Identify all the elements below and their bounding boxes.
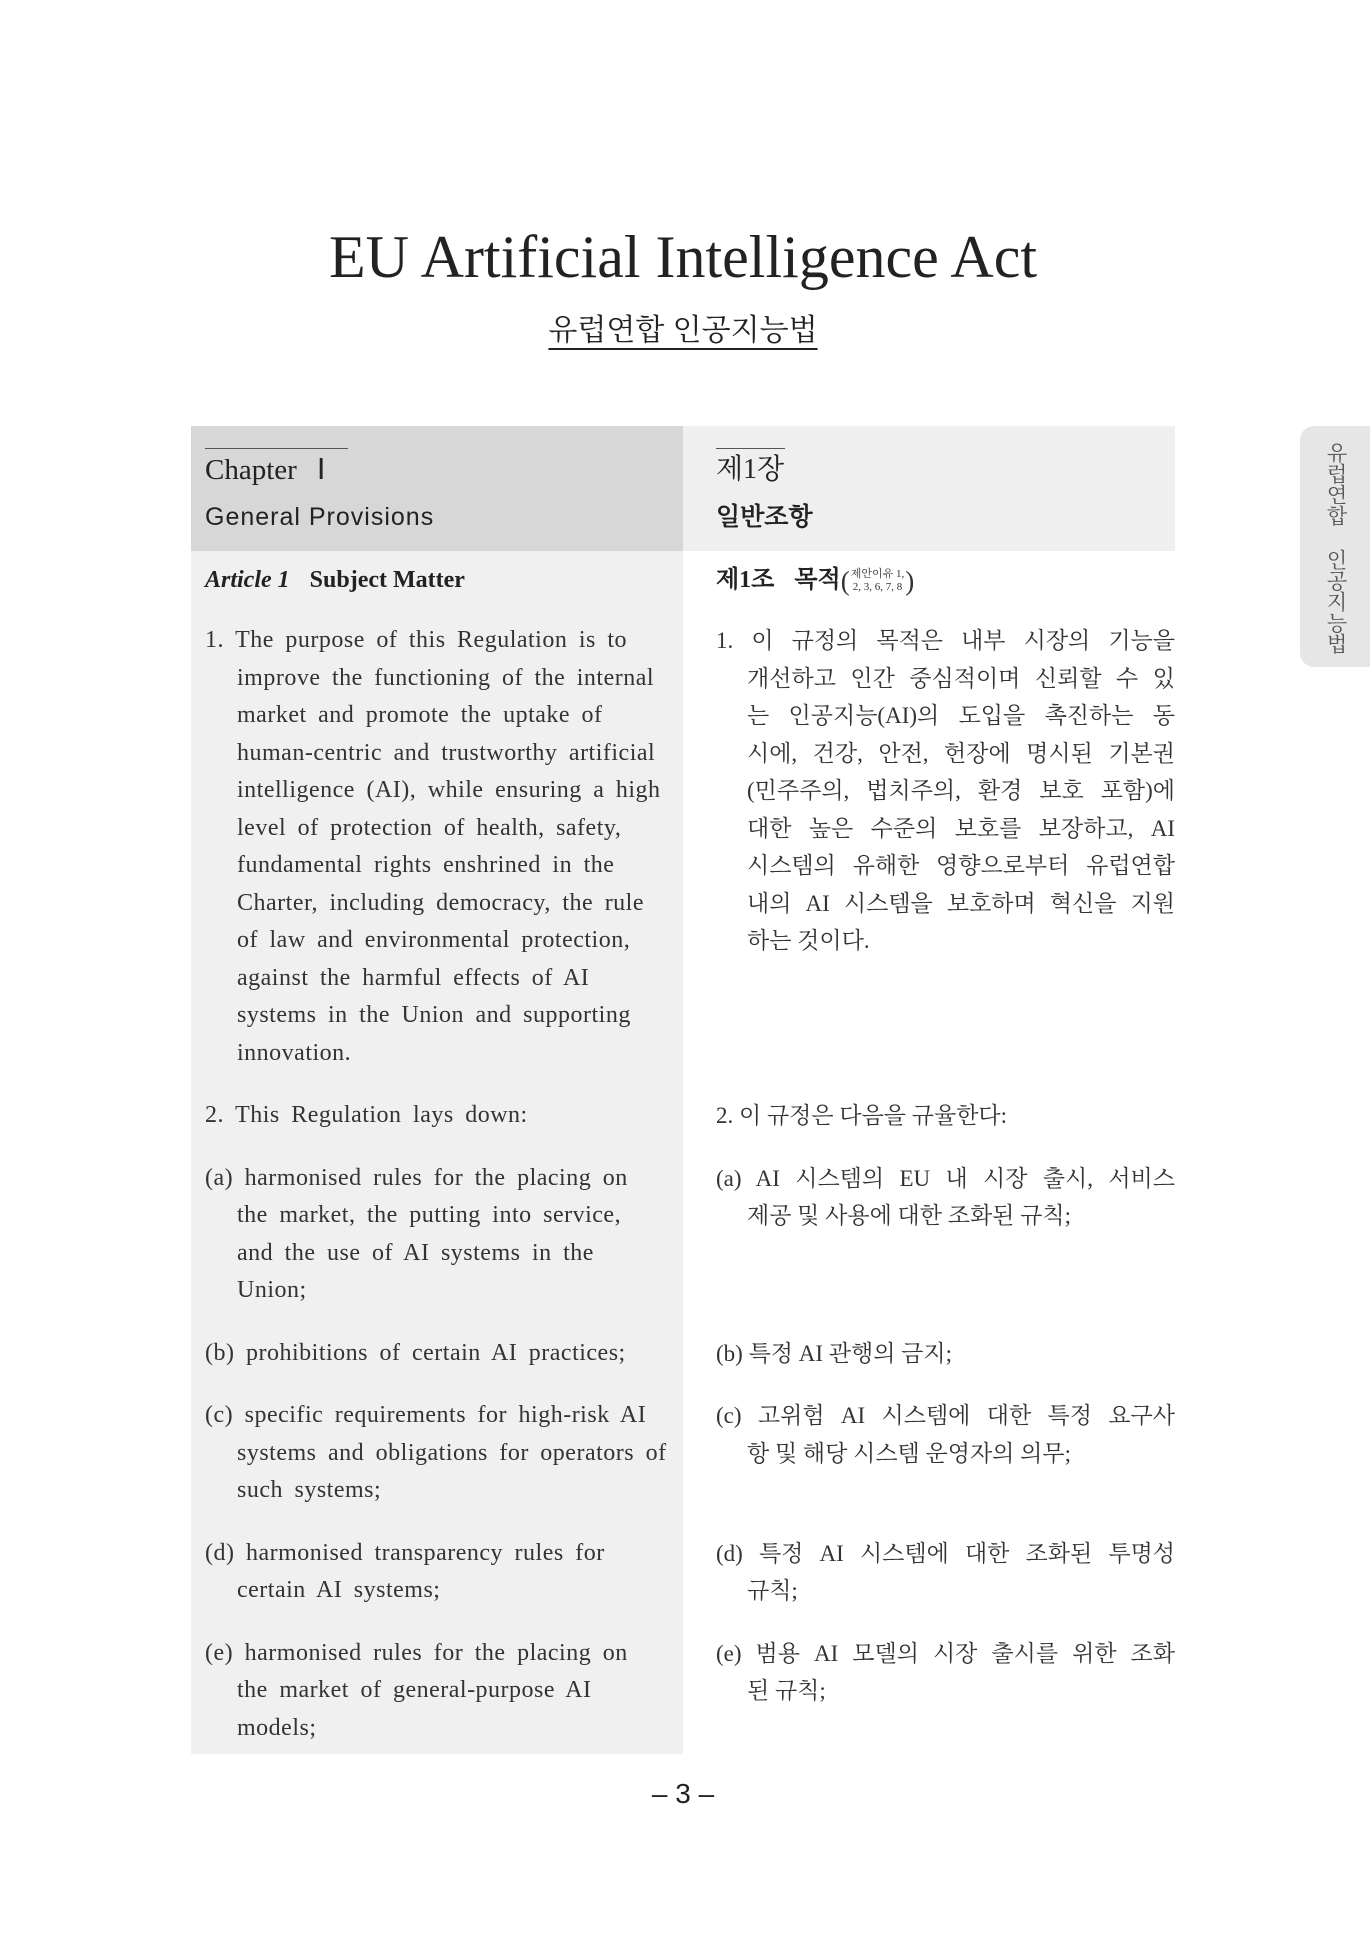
text-line: (b) 특정 AI 관행의 금지; [716,1340,953,1366]
text-line: level of protection of health, safety, [237,814,622,841]
chapter-header-ko [683,426,1175,551]
text-line: 2. This Regulation lays down: [205,1102,528,1128]
text-line: 시스템의 유해한 영향으로부터 유럽연합 [747,853,1175,878]
article-heading-en [191,564,683,597]
text-line: 하는 것이다. [747,928,870,953]
side-section-tab [1300,426,1370,667]
text-line: (a) harmonised rules for the placing on [205,1164,628,1191]
text-line: (a) AI 시스템의 EU 내 시장 출시, 서비스 [716,1165,1175,1191]
text-line: (c) specific requirements for high-risk AI [205,1402,647,1428]
item-c-en [191,1397,683,1510]
chapter-numeral: Ⅰ [316,454,326,486]
text-line: systems in the Union and supporting [237,1002,631,1028]
text-line: human-centric and trustworthy artificial [237,739,656,766]
text-line: 규칙; [747,1578,798,1603]
item-d-en [191,1535,683,1610]
document-subtitle [191,310,1175,352]
paragraph-1-en [191,622,683,1072]
chapter-number-ko: 제1장 [716,454,785,485]
text-line: 된 규칙; [747,1678,826,1703]
text-line: intelligence (AI), while ensuring a high [237,777,661,803]
text-line: systems and obligations for operators of [237,1439,667,1466]
text-line: innovation. [237,1039,352,1066]
paragraph-1-ko [683,622,1175,960]
text-line: certain AI systems; [237,1577,441,1603]
text-line: improve the functioning of the internal [237,664,655,691]
page-number: – 3 – [651,1778,715,1809]
chapter-title-en: General Provisions [205,503,435,531]
text-line: 2. 이 규정은 다음을 규율한다: [716,1103,1008,1128]
chapter-number-en [205,453,325,487]
text-line: Union; [237,1277,307,1303]
note-close-paren: ) [905,565,915,596]
chapter-title-ko: 일반조항 [716,503,813,531]
side-section-tab-label: 유럽연합 인공지능법 [1324,442,1347,654]
article-title-ko: 목적 [794,567,841,593]
text-line: (e) 범용 AI 모델의 시장 출시를 위한 조화 [716,1640,1175,1666]
item-a-en [191,1160,683,1310]
text-line: 항 및 해당 시스템 운영자의 의무; [747,1440,1071,1466]
text-line: (c) 고위험 AI 시스템에 대한 특정 요구사 [716,1403,1175,1428]
text-line: the market, the putting into service, [237,1202,622,1228]
paragraph-2-en [191,1097,683,1135]
text-line: 개선하고 인간 중심적이며 신뢰할 수 있 [747,665,1175,691]
text-line: market and promote the uptake of [237,702,603,728]
text-line: of law and environmental protection, [237,927,631,953]
note-line: 2, 3, 6, 7, 8 [852,581,903,594]
chapter-overline [716,448,785,449]
article-title-en: Subject Matter [309,567,465,593]
item-e-ko [683,1635,1175,1710]
text-line: Charter, including democracy, the rule [237,889,645,916]
article-reference-note [851,568,905,594]
chapter-label: Chapter [205,454,297,486]
text-line: fundamental rights enshrined in the [237,852,615,878]
paragraph-2-ko [683,1097,1175,1135]
text-line: models; [237,1714,317,1741]
item-e-en [191,1635,683,1748]
chapter-header-en [191,426,683,551]
item-c-ko [683,1397,1175,1472]
text-line: the market of general-purpose AI [237,1677,592,1703]
text-line: (민주주의, 법치주의, 환경 보호 포함)에 [747,778,1175,803]
document-title: EU Artificial Intelligence Act [328,224,1038,290]
text-line: (e) harmonised rules for the placing on [205,1639,628,1666]
article-table-body [191,564,1175,1747]
text-line: 내의 AI 시스템을 보호하며 혁신을 지원 [747,890,1175,916]
text-line: against the harmful effects of AI [237,964,590,991]
item-d-ko [683,1535,1175,1610]
article-number-ko: 제1조 [716,567,775,593]
item-a-ko [683,1160,1175,1235]
text-line: (b) prohibitions of certain AI practices; [205,1339,626,1366]
text-line: 제공 및 사용에 대한 조화된 규칙; [747,1203,1071,1228]
text-line: 대한 높은 수준의 보호를 보장하고, AI [747,815,1175,841]
text-line: 시에, 건강, 안전, 헌장에 명시된 기본권 [747,740,1175,766]
item-b-en [191,1335,683,1373]
article-number-en: Article 1 [205,567,290,593]
text-line: (d) harmonised transparency rules for [205,1539,605,1566]
note-line: 제안이유 1, [850,568,905,581]
text-line: 1. 이 규정의 목적은 내부 시장의 기능을 [716,628,1175,653]
article-heading-ko [683,564,1175,597]
document-subtitle-text: 유럽연합 인공지능법 [548,314,818,347]
text-line: 1. The purpose of this Regulation is to [205,627,628,653]
text-line: and the use of AI systems in the [237,1239,594,1266]
chapter-overline [205,448,348,449]
text-line: such systems; [237,1477,382,1503]
text-line: 는 인공지능(AI)의 도입을 촉진하는 동 [747,703,1175,728]
note-open-paren: ( [840,565,850,596]
text-line: (d) 특정 AI 시스템에 대한 조화된 투명성 [716,1540,1175,1566]
item-b-ko [683,1335,1175,1373]
